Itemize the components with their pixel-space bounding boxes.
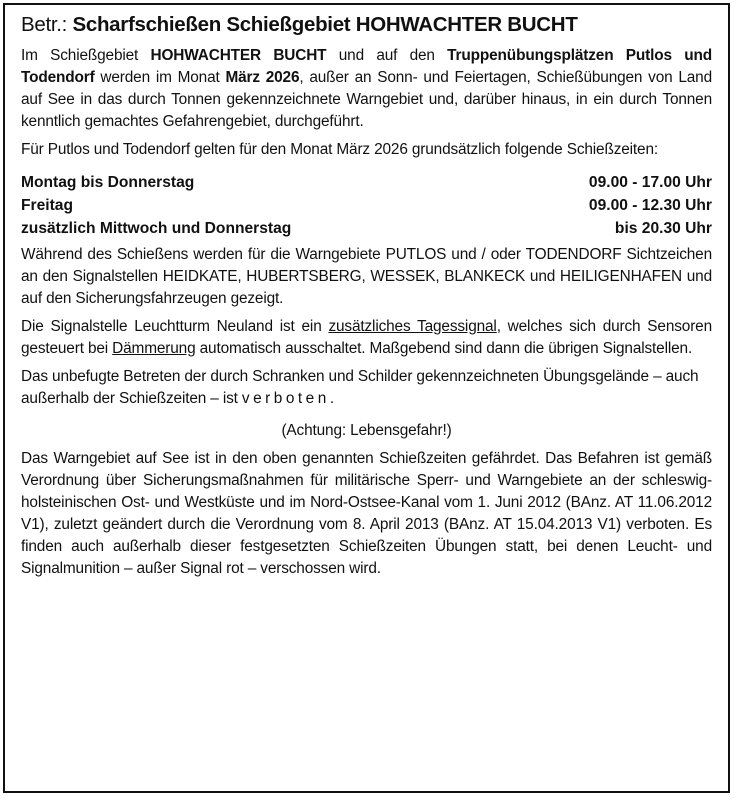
- notice-title: [21, 11, 712, 39]
- schedule-days: Freitag: [21, 197, 73, 214]
- schedule-row: [21, 217, 712, 240]
- prohibition-end: .: [329, 390, 334, 407]
- dusk-term: Dämmerung: [112, 340, 196, 357]
- schedule-time: 09.00 - 17.00 Uhr: [588, 174, 712, 191]
- schedule-days: zusätzlich Mittwoch und Donnerstag: [21, 220, 292, 237]
- prohibition-text: Das unbefugte Betreten der durch Schranken und Schilder gekennzeichneten Übungsgelände – auch außerhalb der Schießzeiten – ist: [21, 368, 699, 407]
- schedule-table: [21, 171, 712, 240]
- signals-paragraph: Während des Schießens werden für die Warngebiete PUTLOS und / oder TODENDORF Sichtzeichen an den Signalstellen HEIDKATE, HUBERTSBERG, WESSEK, BLANKECK und HEILIGENHAFEN und auf den Sicherungsfahrzeugen gezeigt.: [21, 246, 712, 307]
- prohibition-keyword: verboten: [241, 390, 330, 407]
- title-lead: Betr.:: [21, 13, 68, 36]
- danger-warning: (Achtung: Lebensgefahr!): [281, 422, 452, 439]
- schedule-intro: Für Putlos und Todendorf gelten für den Monat März 2026 grundsätzlich folgende Schießzeiten:: [21, 141, 658, 158]
- day-signal-term: zusätzliches Tagessignal: [328, 318, 497, 335]
- sea-area-paragraph: Das Warngebiet auf See ist in den oben genannten Schießzeiten gefährdet. Das Befahren ist gemäß Verordnung über Sicherungsmaßnahmen für militärische Sperr- und Warngebiete an der schleswig-holsteinischen Ost- und Westküste und im Nord-Ostsee-Kanal vom 1. Juni 2012 (BAnz. AT 11.06.2012 V1), zuletzt geändert durch die Verordnung vom 8. April 2013 (BAnz. AT 15.04.2013 V1) verboten. Es finden auch außerhalb dieser festgesetzten Schießzeiten Übungen statt, bei denen Leucht- und Signalmunition – außer Signal rot – verschossen wird.: [21, 450, 712, 577]
- intro-text-3: werden im Monat: [94, 69, 226, 86]
- intro-text-4: , außer an Sonn- und Feiertagen, Schießübungen von Land auf See in das durch Tonnen gekennzeichnete Warngebiet und, darüber hinaus, in ein durch Tonnen kenntlich gemachtes Gefahrengebiet, durchgeführt.: [21, 69, 712, 130]
- intro-area-name: HOHWACHTER BUCHT: [150, 47, 327, 64]
- intro-text-2: und auf den: [326, 47, 448, 64]
- intro-paragraph: [21, 45, 712, 133]
- schedule-time: bis 20.30 Uhr: [614, 220, 712, 237]
- schedule-row: [21, 171, 712, 194]
- lighthouse-text-1: Die Signalstelle Leuchtturm Neuland ist ein: [21, 318, 329, 335]
- intro-training-areas: Truppenübungsplätzen Putlos und Todendorf: [21, 47, 712, 86]
- lighthouse-text-3: automatisch ausschaltet. Maßgebend sind dann die übrigen Signalstellen.: [195, 340, 693, 357]
- schedule-row: [21, 194, 712, 217]
- prohibition-paragraph: [21, 366, 712, 410]
- schedule-days: Montag bis Donnerstag: [21, 174, 195, 191]
- intro-text-1: Im Schießgebiet: [21, 47, 151, 64]
- title-subject: Scharfschießen Schießgebiet HOHWACHTER BUCHT: [72, 13, 578, 36]
- intro-month: März 2026: [225, 69, 300, 86]
- schedule-time: 09.00 - 12.30 Uhr: [588, 197, 712, 214]
- notice-box: [3, 3, 730, 793]
- lighthouse-text-2: , welches sich durch Sensoren gesteuert bei: [21, 318, 712, 357]
- lighthouse-paragraph: [21, 316, 712, 360]
